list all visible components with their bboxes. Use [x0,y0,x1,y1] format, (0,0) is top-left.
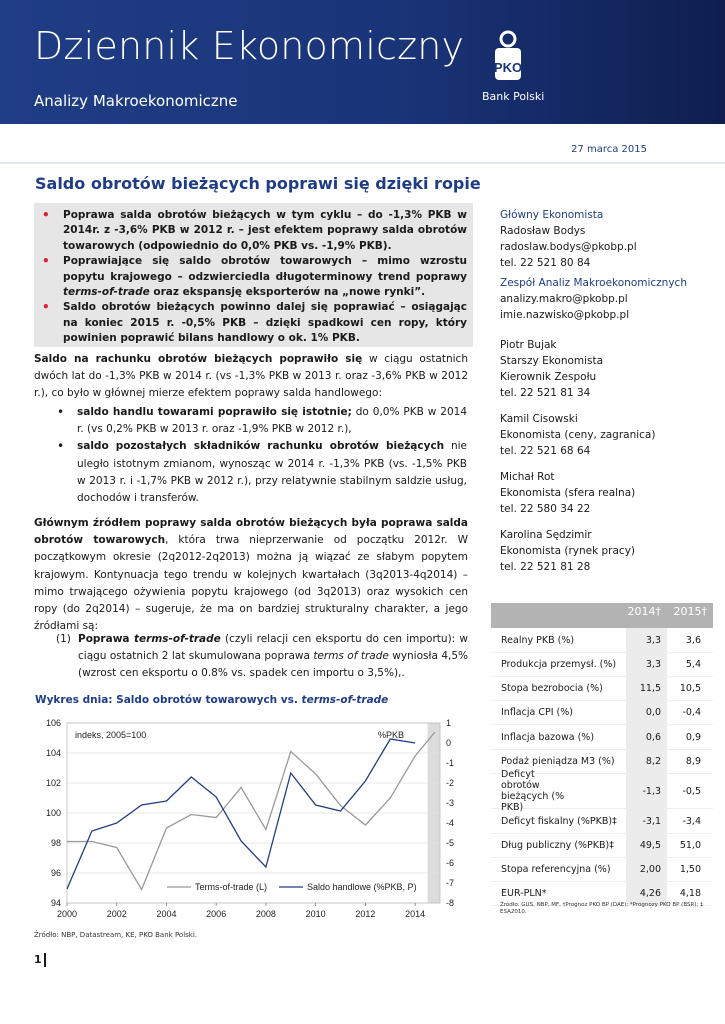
person-name: Piotr Bujak [500,339,557,351]
contacts-main [500,207,700,323]
table-row [491,769,713,813]
page-number-bar [44,953,46,967]
x-tick-label: 2004 [156,909,177,919]
section-label: Zespół Analiz Makroekonomicznych [500,277,687,289]
left-axis-note: indeks, 2005=100 [75,730,147,740]
table-row [491,653,713,677]
cell-value: 3,3 [626,628,667,652]
report-subtitle: Analizy Makroekonomiczne [34,92,238,110]
headline: Saldo obrotów bieżących poprawi się dzięki ropie [35,174,481,193]
section-label: Główny Ekonomista [500,209,604,221]
cell-value: 49,5 [626,834,667,857]
right-axis-note: %PKB [378,730,405,740]
paragraph-1: Saldo na rachunku obrotów bieżących poprawiło się w ciągu ostatnich dwóch lat do -1,3% PKB w 2014 r. (vs -1,3% PKB w 2013 r. oraz -3,6% PKB w 2012 r.), co było w głównej mierze efektem poprawy salda handlowego: [34,353,468,400]
report-title: Dziennik Ekonomiczny [34,24,465,68]
row-label: Dług publiczny (%PKB)‡ [501,840,614,851]
right-tick-label: -6 [446,858,455,868]
person-detail: Ekonomista (sfera realna) [500,487,636,499]
line-chart [34,712,472,932]
cell-value: 8,2 [626,750,667,773]
cell-value: 2,00 [626,858,667,881]
left-tick-label: 98 [50,838,61,848]
summary-item: • Poprawa salda obrotów bieżących w tym cyklu – do -1,3% PKB w 2014r. z -3,6% PKB w 2012 r. – jest efektem poprawy salda obrotów towarowych (odpowiednio do 0,0% PKB vs. -1,9% PKB). [42,208,467,254]
right-tick-label: -2 [446,778,455,788]
cell-value: 0,0 [626,701,667,724]
person-name: Karolina Sędzimir [500,529,592,541]
cell-value: 5,4 [685,659,701,670]
cell-value: -0,5 [682,785,701,797]
left-tick-label: 102 [45,778,61,788]
pko-logo-icon [488,30,528,82]
row-label: EUR-PLN* [501,888,547,899]
cell-value: -3,1 [626,809,667,833]
cell-value: -1,3 [626,774,667,808]
chart-title: Wykres dnia: Saldo obrotów towarowych vs. terms-of-trade [35,694,389,706]
row-label: Podaż pieniądza M3 (%) [501,756,615,767]
row-label: Realny PKB (%) [501,634,575,646]
series-trade-balance [67,739,415,889]
x-tick-label: 2010 [305,909,326,919]
cell-value: 8,9 [685,756,701,767]
row-label: Produkcja przemysł. (%) [501,659,617,670]
contact-line: imie.nazwisko@pkobp.pl [500,309,630,321]
list-item: • saldo pozostałych składników rachunku obrotów bieżących nie uległo istotnym zmianom, wynosząc w 2014 r. -1,3% PKB (vs. -1,5% PKB w 2013 r. i -1,7% PKB w 2012 r.), przy relatywnie stabilnym saldzie usług, dochodów i transferów. [77,438,467,507]
table-row [491,701,713,725]
table-row [491,834,713,858]
x-tick-label: 2000 [56,909,78,919]
numbered-item: (1) Poprawa terms-of-trade (czyli relacji cen eksportu do cen importu): w ciągu ostatnich 2 lat skumulowana poprawa terms of trade wyniosła 4,5% (wzrost cen eksportu o 0.8% vs. spadek cen importu o 3,5%),. [56,633,468,680]
cell-value: 4,26 [626,882,667,905]
right-tick-label: 1 [446,718,452,728]
legend-label: Terms-of-trade (L) [195,882,268,892]
table-row [491,725,713,750]
economists-list [500,337,700,575]
x-tick-label: 2006 [206,909,227,919]
row-label: Deficyt fiskalny (%PKB)‡ [501,815,617,827]
cell-value: 1,50 [679,864,701,875]
col-2015: 2015† [673,605,707,618]
row-label: Stopa referencyjna (%) [501,864,611,875]
contact-line: Radosław Bodys [500,225,586,237]
cell-value: 0,9 [685,731,701,743]
person-detail: Ekonomista (ceny, zagranica) [500,429,656,441]
table-row [491,677,713,701]
person-detail: tel. 22 521 81 28 [500,561,591,573]
table-footnote: Źródło: GUS, NBP, MF, †Prognoz PKO BP (DAE); *Prognozy PKO BP (BSR); ‡ ESA2010. [500,902,703,915]
right-tick-label: -3 [446,798,455,808]
contact-line: radoslaw.bodys@pkobp.pl [500,241,637,253]
x-tick-label: 2012 [355,909,376,919]
row-label: Inflacja bazowa (%) [501,731,595,743]
list-item: • saldo handlu towarami poprawiło się istotnie; do 0,0% PKB w 2014 r. (vs 0,2% PKB w 2013 r. oraz -1,9% PKB w 2012 r.), [77,404,467,438]
summary-item: • Saldo obrotów bieżących powinno dalej się poprawiać – osiągając na koniec 2015 r. -0,5% PKB – dzięki spadkowi cen ropy, który powinien poprawić bilans handlowy o ok. 1% PKB. [42,300,467,346]
cell-value: 3,6 [685,634,701,646]
right-tick-label: -1 [446,758,455,768]
right-tick-label: -8 [446,898,455,908]
person-name: Michał Rot [500,471,555,483]
report-date: 27 marca 2015 [571,144,647,155]
left-tick-label: 100 [45,808,61,818]
right-tick-label: 0 [446,738,452,748]
cell-value: -3,4 [682,815,701,827]
cell-value: 3,3 [626,653,667,676]
cell-value: 51,0 [679,840,701,851]
row-label: Deficyt obrotów bieżących (% PKB) [501,769,565,813]
legend-label: Saldo handlowe (%PKB, P) [307,882,417,892]
cell-value: 4,18 [679,888,701,899]
summary-box [34,203,473,347]
right-tick-label: -4 [446,818,455,828]
cell-value: 11,5 [626,677,667,700]
cell-value: 0,6 [626,725,667,749]
table-header [491,603,713,628]
left-tick-label: 104 [45,748,61,758]
x-tick-label: 2002 [106,909,127,919]
cell-value: 10,5 [679,683,701,694]
table-row [491,628,713,653]
x-tick-label: 2008 [255,909,276,919]
left-tick-label: 94 [50,898,61,908]
contact-line: analizy.makro@pkobp.pl [500,293,628,305]
report-header [0,0,725,124]
summary-item: • Poprawiające się saldo obrotów towarowych – mimo wzrostu popytu krajowego – odzwierciedla długoterminowy trend poprawy terms-of-trade oraz ekspansję eksporterów na „nowe rynki”. [42,254,467,300]
cell-value: -0,4 [682,707,701,718]
left-tick-label: 96 [50,868,61,878]
person-detail: Starszy Ekonomista [500,355,604,367]
chart-source: Źródło: NBP, Datastream, KE, PKO Bank Polski. [34,931,198,939]
person-detail: tel. 22 521 68 64 [500,445,591,457]
divider [0,162,725,164]
table-row [491,858,713,882]
row-label: Inflacja CPI (%) [501,707,573,718]
x-tick-label: 2014 [405,909,426,919]
col-2014: 2014† [627,605,661,618]
paragraph-2: Głównym źródłem poprawy salda obrotów bieżących była poprawa salda obrotów towarowych, która trwa nieprzerwanie od początku 2012r. W początkowym okresie (2q2012-2q2013) można ją wiązać ze słabym popytem krajowym. Kontynuacja tego trendu w kolejnych kwartałach (3q2013-4q2014) – mimo trwającego ożywienia popytu krajowego (od 3q2013) oraz wysokich cen ropy (do 2q2014) – sugeruje, że ma on bardziej strukturalny charakter, a jego źródłami są: [34,517,468,633]
person-detail: tel. 22 521 81 34 [500,387,591,399]
right-tick-label: -7 [446,878,455,888]
row-label: Stopa bezrobocia (%) [501,683,603,694]
svg-text:PKO: PKO [493,60,523,75]
person-detail: Ekonomista (rynek pracy) [500,545,636,557]
left-tick-label: 106 [45,718,61,728]
person-detail: tel. 22 580 34 22 [500,503,591,515]
forecast-table [491,603,713,906]
person-detail: Kierownik Zespołu [500,371,597,383]
right-tick-label: -5 [446,838,455,848]
person-name: Kamil Cisowski [500,413,578,425]
page-number: 1 [34,953,42,966]
contact-line: tel. 22 521 80 84 [500,257,591,269]
bullet-list [77,404,467,507]
bank-name: Bank Polski [482,90,545,103]
